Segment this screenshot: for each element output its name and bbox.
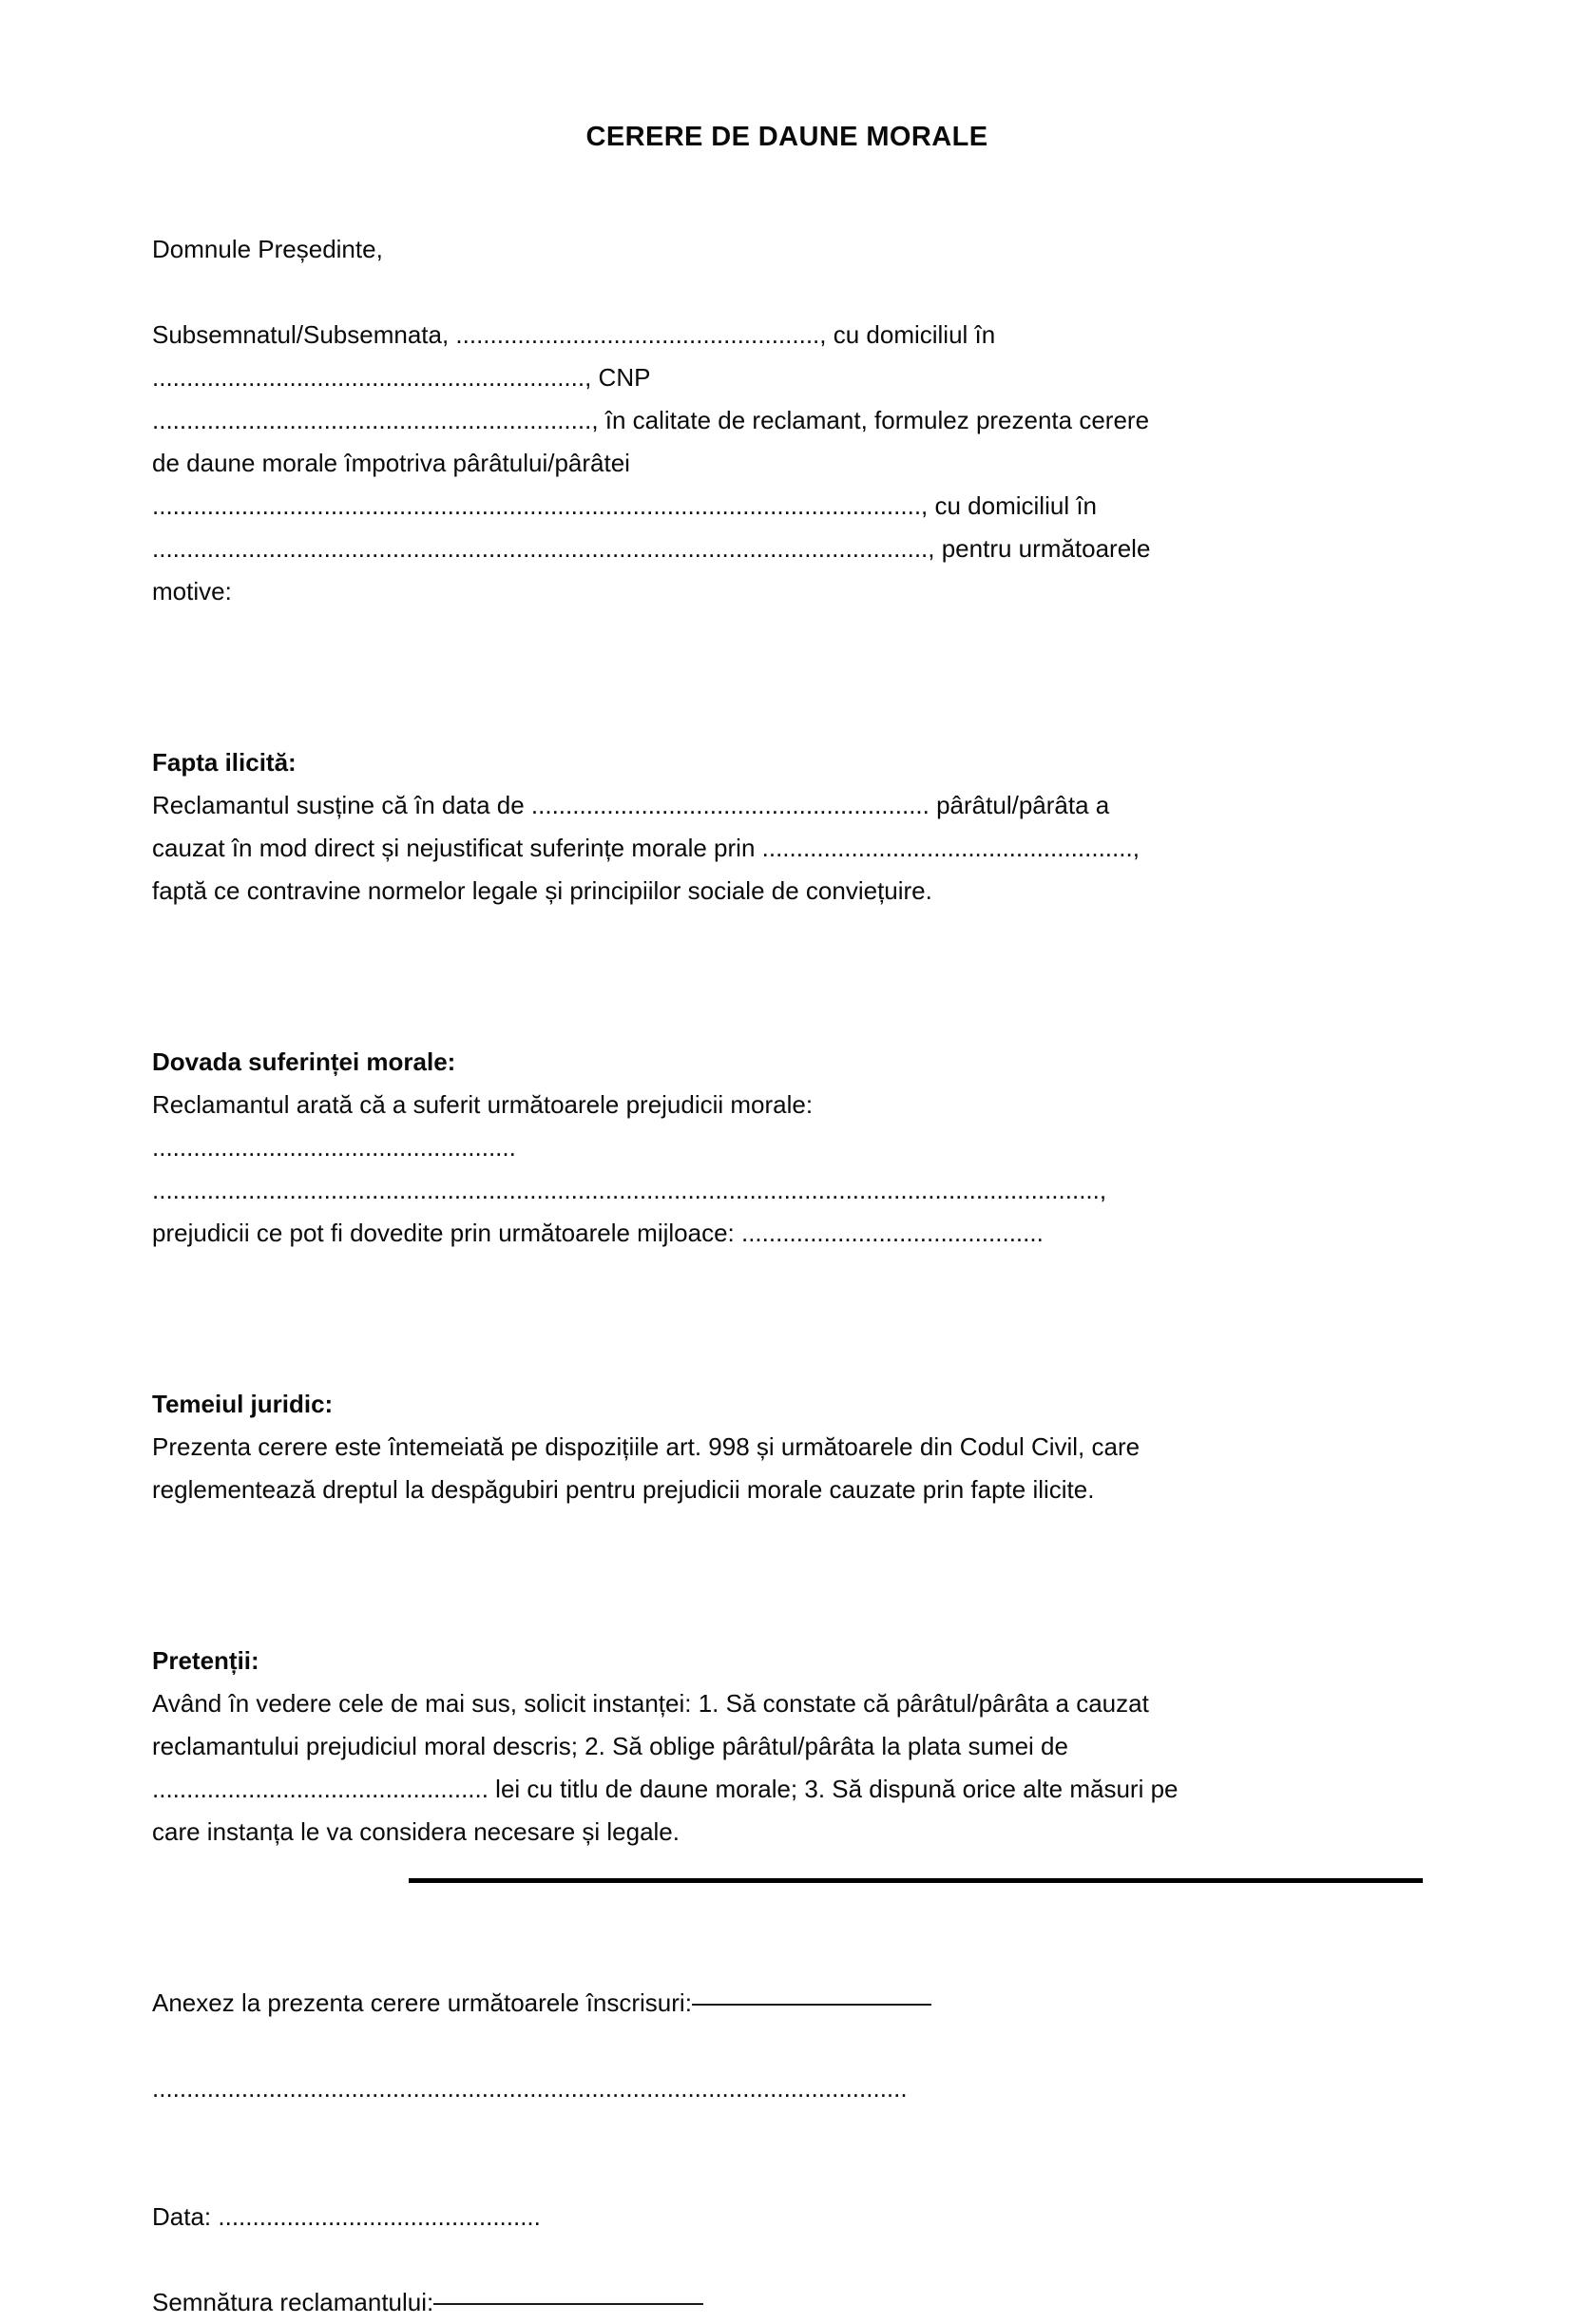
annexes-line: [152, 1982, 1422, 2025]
section-fapta-ilicita-line-1: Reclamantul susține că în data de .......................................................... pârâtul/pârâta a: [152, 791, 1110, 820]
section-heading-fapta-ilicita: Fapta ilicită:: [152, 748, 297, 778]
intro-line-6: ................................................................................................................., pentru următoarele: [152, 534, 1151, 564]
spacer-before-section-2: [152, 912, 1422, 1041]
spacer-after-salutation: [152, 271, 1422, 314]
annexes-dotted-line: ..............................................................................................................: [152, 2074, 908, 2103]
salutation-line: Domnule Președinte,: [152, 235, 383, 264]
section-pretentii-line-1: Având în vedere cele de mai sus, solicit instanței: 1. Să constate că pârâtul/pârâta a cauzat: [152, 1689, 1149, 1719]
annexes-fill-rule[interactable]: [692, 2004, 931, 2006]
section-dovada-line-3: ..........................................................................................................................................,: [152, 1176, 1107, 1205]
section-fapta-ilicita-line-3: faptă ce contravine normelor legale și principiilor sociale de conviețuire.: [152, 876, 932, 906]
section-heading-temeiul-juridic: Temeiul juridic:: [152, 1390, 334, 1419]
section-fapta-ilicita-line-2: cauzat în mod direct și nejustificat suferințe morale prin ......................................................,: [152, 834, 1140, 863]
section-dovada-line-4: prejudicii ce pot fi dovedite prin următoarele mijloace: ............................................: [152, 1219, 1044, 1248]
signature-label: Semnătura reclamantului:: [152, 2288, 434, 2317]
section-pretentii-line-2: reclamantului prejudiciul moral descris; 2. Să oblige pârâtul/pârâta la plata sumei de: [152, 1732, 1068, 1761]
spacer-before-section-4: [152, 1511, 1422, 1640]
spacer-before-annexes: [152, 1853, 1422, 1982]
heavy-horizontal-rule: [409, 1878, 1423, 1883]
intro-line-1: Subsemnatul/Subsemnata, ....................................................., cu domiciliul în: [152, 320, 996, 350]
section-pretentii-line-3: ................................................. lei cu titlu de daune morale; 3. Să dispună orice alte măsuri pe: [152, 1775, 1179, 1804]
section-heading-dovada-suferintei: Dovada suferinței morale:: [152, 1047, 456, 1077]
spacer-between-date-and-signature: [152, 2238, 1422, 2281]
spacer-after-title: [152, 154, 1422, 228]
intro-line-3: ................................................................, în calitate de reclamant, formulez prezenta cerere: [152, 406, 1150, 435]
annexes-label: Anexez la prezenta cerere următoarele înscrisuri:: [152, 1988, 692, 2018]
signature-line: [152, 2281, 1422, 2324]
spacer-before-footer: [152, 2110, 1422, 2196]
date-line: Data: ...............................................: [152, 2202, 541, 2232]
spacer-before-section-1: [152, 613, 1422, 741]
section-temeiul-line-1: Prezenta cerere este întemeiată pe dispozițiile art. 998 și următoarele din Codul Civil, care: [152, 1432, 1141, 1462]
section-dovada-line-1: Reclamantul arată că a suferit următoarele prejudicii morale:: [152, 1090, 814, 1120]
section-pretentii-line-4: care instanța le va considera necesare și legale.: [152, 1817, 680, 1847]
intro-line-7: motive:: [152, 577, 232, 606]
spacer-after-annexes-label: [152, 2025, 1422, 2067]
section-dovada-line-2: .....................................................: [152, 1133, 516, 1162]
section-heading-pretentii: Pretenții:: [152, 1646, 259, 1676]
page-title: CERERE DE DAUNE MORALE: [585, 122, 988, 152]
intro-line-2: ..............................................................., CNP: [152, 363, 651, 393]
signature-fill-rule[interactable]: [433, 2303, 703, 2305]
intro-line-4: de daune morale împotriva pârâtului/pârâtei: [152, 449, 630, 478]
section-temeiul-line-2: reglementează dreptul la despăgubiri pentru prejudicii morale cauzate prin fapte ilicite.: [152, 1475, 1095, 1505]
intro-line-5: ................................................................................................................, cu domiciliul în: [152, 491, 1098, 521]
document-content: [152, 0, 1422, 2324]
spacer-before-section-3: [152, 1255, 1422, 1383]
